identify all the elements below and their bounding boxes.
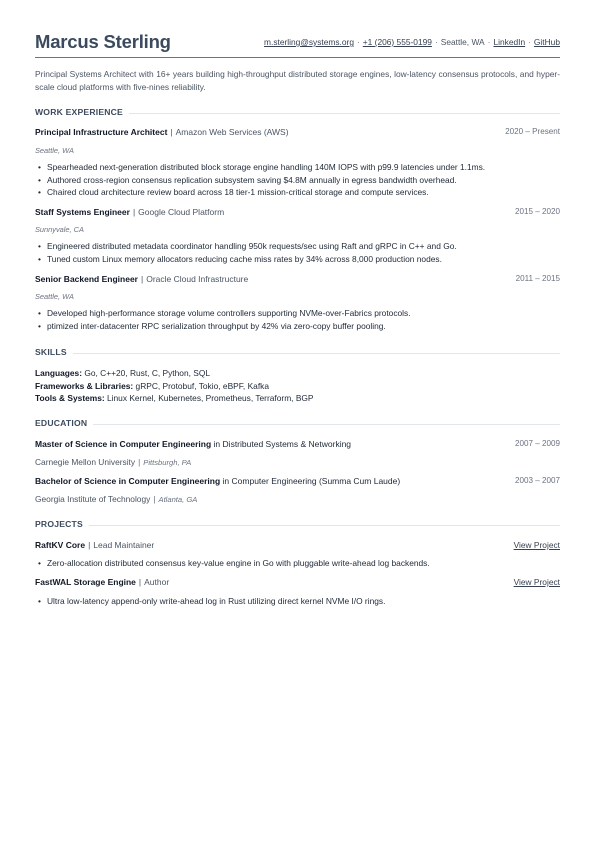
project-header xyxy=(35,540,560,552)
experience-bullets xyxy=(35,240,560,265)
degree-title: Bachelor of Science in Computer Engineering xyxy=(35,476,221,486)
list-item: • Spearheaded next-generation distributed block storage engine handling 140M IOPS with p99.9 latencies under 1.1ms. xyxy=(35,161,560,174)
education-header xyxy=(35,476,560,488)
section-heading: EDUCATION xyxy=(35,418,93,428)
job-dates: 2020 – Present xyxy=(505,127,560,136)
project-name: RaftKV Core xyxy=(35,540,86,550)
section-heading: SKILLS xyxy=(35,347,73,357)
job-location: Seattle, WA xyxy=(35,146,74,155)
separator: · xyxy=(528,37,531,47)
pipe-separator: | xyxy=(138,577,142,587)
degree-connector: in xyxy=(222,476,230,486)
education-dates: 2003 – 2007 xyxy=(514,476,560,485)
list-item: • Authored cross-region consensus replication subsystem saving $4.8M annually in egress bandwidth overhead. xyxy=(35,174,560,187)
separator: · xyxy=(434,37,438,47)
section-heading: PROJECTS xyxy=(35,519,89,529)
skill-line xyxy=(35,367,560,380)
job-title: Senior Backend Engineer xyxy=(35,274,138,284)
project-role: Author xyxy=(144,577,170,587)
skill-line xyxy=(35,380,560,393)
skill-label: Frameworks & Libraries: xyxy=(35,380,134,391)
section-title-projects xyxy=(35,519,560,531)
skill-value: Go, C++20, Rust, C, Python, SQL xyxy=(84,368,211,378)
pipe-separator: | xyxy=(88,540,91,550)
experience-bullets xyxy=(35,161,560,199)
skill-label: Languages: xyxy=(35,368,82,378)
project-header xyxy=(35,577,560,589)
project-name: FastWAL Storage Engine xyxy=(35,577,136,587)
list-item: • Tuned custom Linux memory allocators reducing cache miss rates by 34% across 8,000 production nodes. xyxy=(35,253,560,266)
skills-list xyxy=(35,367,560,405)
company-name: Google Cloud Platform xyxy=(138,207,225,217)
school-line xyxy=(35,494,197,504)
resume-header xyxy=(35,31,560,58)
company-name: Amazon Web Services (AWS) xyxy=(175,127,289,137)
separator: · xyxy=(487,37,491,47)
degree-field: Distributed Systems & Networking xyxy=(222,439,352,449)
github-link[interactable]: GitHub xyxy=(533,37,560,47)
pipe-separator: | xyxy=(170,127,173,137)
list-item: • Ultra low-latency append-only write-ahead log in Rust utilizing direct kernel NVMe I/O rings. xyxy=(35,595,560,608)
school-name: Carnegie Mellon University xyxy=(35,457,136,467)
professional-summary: Principal Systems Architect with 16+ years building high-throughput distributed storage engines, low-latency consensus protocols, and hyper-scale cloud platforms with five-nines reliability. xyxy=(35,69,560,92)
job-title: Staff Systems Engineer xyxy=(35,207,130,217)
section-heading: WORK EXPERIENCE xyxy=(35,107,129,117)
list-item: • ptimized inter-datacenter RPC serialization throughput by 42% via zero-copy buffer pooling. xyxy=(35,320,560,333)
separator: · xyxy=(356,37,360,47)
skill-line xyxy=(35,392,560,405)
experience-bullets xyxy=(35,307,560,332)
section-divider xyxy=(35,424,560,425)
pipe-separator: | xyxy=(138,457,141,467)
list-item: • Engineered distributed metadata coordinator handling 950k requests/sec using Raft and gRPC in C++ and Go. xyxy=(35,240,560,253)
view-project-link[interactable]: View Project xyxy=(513,577,560,587)
pipe-separator: | xyxy=(153,494,156,504)
contact-line xyxy=(264,37,560,47)
education-header xyxy=(35,439,560,451)
skill-label: Tools & Systems: xyxy=(35,393,105,403)
school-name: Georgia Institute of Technology xyxy=(35,494,151,504)
job-title: Principal Infrastructure Architect xyxy=(35,127,168,137)
experience-header xyxy=(35,274,560,286)
job-location: Sunnyvale, CA xyxy=(35,225,84,234)
section-title-experience xyxy=(35,107,560,119)
job-location: Seattle, WA xyxy=(35,292,74,301)
view-project-link[interactable]: View Project xyxy=(513,540,560,550)
pipe-separator: | xyxy=(132,207,136,217)
school-city: Pittsburgh, PA xyxy=(143,458,192,467)
project-role: Lead Maintainer xyxy=(93,540,155,550)
degree-field: Computer Engineering (Summa Cum Laude) xyxy=(231,476,401,486)
list-item: • Zero-allocation distributed consensus key-value engine in Go with pluggable write-ahead log backends. xyxy=(35,557,560,570)
project-bullets xyxy=(35,595,560,608)
project-bullets xyxy=(35,557,560,570)
experience-header xyxy=(35,127,560,139)
linkedin-link[interactable]: LinkedIn xyxy=(493,37,526,47)
phone-link[interactable]: +1 (206) 555-0199 xyxy=(362,37,432,47)
skill-value: gRPC, Protobuf, Tokio, eBPF, Kafka xyxy=(135,380,269,391)
school-line xyxy=(35,457,191,467)
degree-connector: in xyxy=(213,439,221,449)
pipe-separator: | xyxy=(140,274,144,284)
skill-value: Linux Kernel, Kubernetes, Prometheus, Terraform, BGP xyxy=(106,393,314,403)
list-item: • Chaired cloud architecture review board across 18 tier-1 mission-critical storage and compute services. xyxy=(35,186,560,199)
company-name: Oracle Cloud Infrastructure xyxy=(146,274,249,284)
email-link[interactable]: m.sterling@systems.org xyxy=(264,37,354,47)
section-divider xyxy=(35,353,560,354)
job-dates: 2015 – 2020 xyxy=(514,207,560,216)
list-item: • Developed high-performance storage volume controllers supporting NVMe-over-Fabrics protocols. xyxy=(35,307,560,320)
section-title-education xyxy=(35,418,560,430)
location-text: Seattle, WA xyxy=(440,37,485,47)
school-city: Atlanta, GA xyxy=(158,495,198,504)
experience-header xyxy=(35,207,560,219)
candidate-name: Marcus Sterling xyxy=(35,31,171,52)
section-divider xyxy=(35,525,560,526)
section-title-skills xyxy=(35,347,560,359)
education-dates: 2007 – 2009 xyxy=(514,439,560,448)
degree-title: Master of Science in Computer Engineering xyxy=(35,439,212,449)
job-dates: 2011 – 2015 xyxy=(515,274,560,283)
